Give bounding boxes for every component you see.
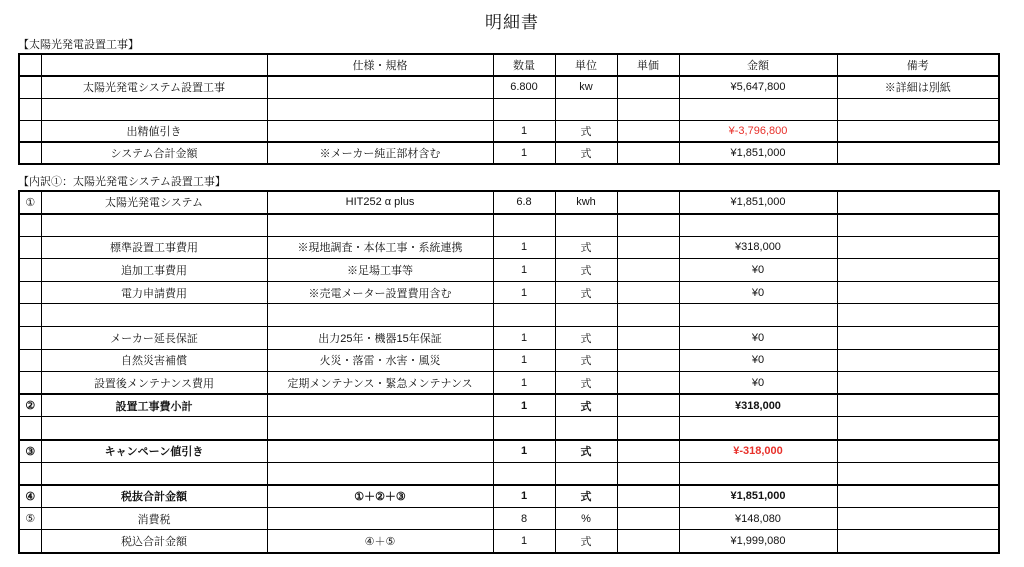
quantity-cell: 1	[493, 142, 555, 164]
amount-cell: ¥0	[679, 372, 837, 395]
specification-cell: 出力25年・機器15年保証	[267, 327, 493, 350]
quantity-cell: 1	[493, 120, 555, 142]
row-marker-cell	[19, 417, 41, 440]
unit-cell	[555, 304, 617, 327]
unit-price-cell	[617, 304, 679, 327]
specification-cell: 定期メンテナンス・緊急メンテナンス	[267, 372, 493, 395]
row-marker-cell	[19, 349, 41, 372]
item-name-cell: 設置工事費小計	[41, 394, 267, 417]
specification-cell: ※メーカー純正部材含む	[267, 142, 493, 164]
table-header-row	[19, 54, 999, 76]
item-name-cell: システム合計金額	[41, 142, 267, 164]
amount-cell	[679, 214, 837, 237]
quantity-cell: 1	[493, 349, 555, 372]
remarks-cell	[837, 485, 999, 508]
unit-price-cell	[617, 394, 679, 417]
unit-cell: 式	[555, 394, 617, 417]
item-name-cell: 追加工事費用	[41, 259, 267, 282]
remarks-cell: ※詳細は別紙	[837, 76, 999, 98]
item-name-cell	[41, 304, 267, 327]
unit-price-cell	[617, 191, 679, 214]
amount-cell: ¥0	[679, 281, 837, 304]
remarks-cell	[837, 191, 999, 214]
unit-price-cell	[617, 530, 679, 553]
unit-cell	[555, 98, 617, 120]
row-marker-cell	[19, 142, 41, 164]
specification-cell: ※売電メーター設置費用含む	[267, 281, 493, 304]
remarks-cell	[837, 236, 999, 259]
unit-price-cell	[617, 485, 679, 508]
unit-cell: 式	[555, 372, 617, 395]
row-marker-cell	[19, 98, 41, 120]
row-marker-cell	[19, 281, 41, 304]
row-marker-header	[19, 54, 41, 76]
specification-cell	[267, 120, 493, 142]
table-row	[19, 394, 999, 417]
unit-cell: kwh	[555, 191, 617, 214]
row-marker-cell	[19, 214, 41, 237]
specification-cell	[267, 76, 493, 98]
table-row	[19, 372, 999, 395]
table-row	[19, 236, 999, 259]
remarks-cell	[837, 120, 999, 142]
row-marker-cell	[19, 327, 41, 350]
unit-cell: 式	[555, 349, 617, 372]
amount-cell: ¥148,080	[679, 507, 837, 530]
row-marker-cell	[19, 462, 41, 485]
quantity-cell: 6.8	[493, 191, 555, 214]
row-marker-cell	[19, 120, 41, 142]
specification-cell	[267, 417, 493, 440]
unit-price-cell	[617, 462, 679, 485]
specification-cell: ④＋⑤	[267, 530, 493, 553]
remarks-cell	[837, 259, 999, 282]
table-row	[19, 507, 999, 530]
unit-cell	[555, 462, 617, 485]
remarks-cell	[837, 372, 999, 395]
quantity-cell: 1	[493, 372, 555, 395]
quantity-cell	[493, 417, 555, 440]
unit-price-cell	[617, 236, 679, 259]
page-title: 明細書	[485, 13, 539, 33]
amount-cell: ¥-3,796,800	[679, 120, 837, 142]
section-label-breakdown: 【内訳①：太陽光発電システム設置工事】	[18, 175, 226, 188]
table-row	[19, 214, 999, 237]
remarks-cell	[837, 281, 999, 304]
item-name-cell	[41, 98, 267, 120]
item-name-cell: 税抜合計金額	[41, 485, 267, 508]
quantity-cell: 1	[493, 327, 555, 350]
item-name-cell: 電力申請費用	[41, 281, 267, 304]
table-row	[19, 142, 999, 164]
summary-table	[18, 53, 1000, 165]
item-name-cell	[41, 417, 267, 440]
remarks-cell	[837, 530, 999, 553]
breakdown-table	[18, 190, 1000, 554]
amount-cell: ¥318,000	[679, 236, 837, 259]
item-name-cell: 設置後メンテナンス費用	[41, 372, 267, 395]
table-row	[19, 485, 999, 508]
section-label-main: 【太陽光発電設置工事】	[18, 38, 139, 51]
item-name-cell	[41, 214, 267, 237]
item-name-cell: キャンペーン値引き	[41, 440, 267, 463]
amount-cell: ¥1,851,000	[679, 191, 837, 214]
item-name-header	[41, 54, 267, 76]
unit-price-cell	[617, 76, 679, 98]
remarks-cell	[837, 98, 999, 120]
amount-cell: ¥1,851,000	[679, 485, 837, 508]
row-marker-cell	[19, 530, 41, 553]
row-marker-cell	[19, 304, 41, 327]
table-row	[19, 327, 999, 350]
amount-cell: ¥0	[679, 327, 837, 350]
unit-cell: 式	[555, 530, 617, 553]
remarks-cell	[837, 440, 999, 463]
quantity-cell: 1	[493, 259, 555, 282]
remarks-cell	[837, 349, 999, 372]
item-name-cell: 太陽光発電システム設置工事	[41, 76, 267, 98]
unit-header: 単位	[555, 54, 617, 76]
row-marker-cell: ②	[19, 394, 41, 417]
unit-cell: %	[555, 507, 617, 530]
remarks-cell	[837, 214, 999, 237]
row-marker-cell: ⑤	[19, 507, 41, 530]
quantity-cell	[493, 98, 555, 120]
quantity-cell: 1	[493, 394, 555, 417]
unit-cell: 式	[555, 142, 617, 164]
remarks-header: 備考	[837, 54, 999, 76]
quantity-header: 数量	[493, 54, 555, 76]
unit-price-cell	[617, 349, 679, 372]
remarks-cell	[837, 304, 999, 327]
unit-price-cell	[617, 214, 679, 237]
item-name-cell	[41, 462, 267, 485]
table-row	[19, 281, 999, 304]
amount-cell: ¥318,000	[679, 394, 837, 417]
table-row	[19, 120, 999, 142]
specification-cell	[267, 394, 493, 417]
specification-cell	[267, 462, 493, 485]
quantity-cell: 1	[493, 485, 555, 508]
quantity-cell	[493, 214, 555, 237]
specification-header: 仕様・規格	[267, 54, 493, 76]
table-row	[19, 191, 999, 214]
unit-price-cell	[617, 98, 679, 120]
remarks-cell	[837, 507, 999, 530]
item-name-cell: 標準設置工事費用	[41, 236, 267, 259]
row-marker-cell: ①	[19, 191, 41, 214]
item-name-cell: 太陽光発電システム	[41, 191, 267, 214]
quantity-cell: 8	[493, 507, 555, 530]
row-marker-cell	[19, 236, 41, 259]
unit-price-cell	[617, 327, 679, 350]
specification-cell	[267, 304, 493, 327]
amount-cell: ¥1,851,000	[679, 142, 837, 164]
unit-cell: 式	[555, 120, 617, 142]
unit-price-cell	[617, 440, 679, 463]
remarks-cell	[837, 327, 999, 350]
specification-cell: ①＋②＋③	[267, 485, 493, 508]
unit-cell: 式	[555, 440, 617, 463]
table-row	[19, 304, 999, 327]
amount-cell: ¥1,999,080	[679, 530, 837, 553]
unit-price-cell	[617, 120, 679, 142]
unit-cell: 式	[555, 281, 617, 304]
specification-cell: ※足場工事等	[267, 259, 493, 282]
item-name-cell: 出精値引き	[41, 120, 267, 142]
unit-cell	[555, 214, 617, 237]
unit-cell: 式	[555, 259, 617, 282]
table-row	[19, 440, 999, 463]
amount-cell: ¥5,647,800	[679, 76, 837, 98]
table-row	[19, 462, 999, 485]
quantity-cell	[493, 462, 555, 485]
quantity-cell: 6.800	[493, 76, 555, 98]
quantity-cell	[493, 304, 555, 327]
amount-cell: ¥-318,000	[679, 440, 837, 463]
table-row	[19, 530, 999, 553]
amount-cell: ¥0	[679, 259, 837, 282]
unit-cell: kw	[555, 76, 617, 98]
unit-cell: 式	[555, 327, 617, 350]
quantity-cell: 1	[493, 530, 555, 553]
item-name-cell: メーカー延長保証	[41, 327, 267, 350]
specification-cell	[267, 98, 493, 120]
quantity-cell: 1	[493, 236, 555, 259]
specification-cell: 火災・落雷・水害・風災	[267, 349, 493, 372]
amount-cell	[679, 98, 837, 120]
unit-price-cell	[617, 372, 679, 395]
remarks-cell	[837, 417, 999, 440]
amount-header: 金額	[679, 54, 837, 76]
row-marker-cell	[19, 76, 41, 98]
table-row	[19, 349, 999, 372]
unit-cell	[555, 417, 617, 440]
unit-price-cell	[617, 417, 679, 440]
unit-cell: 式	[555, 236, 617, 259]
table-row	[19, 98, 999, 120]
unit-cell: 式	[555, 485, 617, 508]
amount-cell	[679, 462, 837, 485]
specification-cell	[267, 440, 493, 463]
specification-cell	[267, 507, 493, 530]
unit-price-cell	[617, 507, 679, 530]
specification-cell: HIT252 α plus	[267, 191, 493, 214]
row-marker-cell	[19, 372, 41, 395]
unit-price-cell	[617, 281, 679, 304]
table-row	[19, 259, 999, 282]
quantity-cell: 1	[493, 440, 555, 463]
amount-cell	[679, 304, 837, 327]
specification-cell	[267, 214, 493, 237]
amount-cell: ¥0	[679, 349, 837, 372]
specification-cell: ※現地調査・本体工事・系統連携	[267, 236, 493, 259]
remarks-cell	[837, 462, 999, 485]
quantity-cell: 1	[493, 281, 555, 304]
unit-price-header: 単価	[617, 54, 679, 76]
remarks-cell	[837, 394, 999, 417]
item-name-cell: 税込合計金額	[41, 530, 267, 553]
remarks-cell	[837, 142, 999, 164]
table-row	[19, 76, 999, 98]
unit-price-cell	[617, 259, 679, 282]
row-marker-cell: ④	[19, 485, 41, 508]
item-name-cell: 消費税	[41, 507, 267, 530]
table-row	[19, 417, 999, 440]
row-marker-cell: ③	[19, 440, 41, 463]
amount-cell	[679, 417, 837, 440]
row-marker-cell	[19, 259, 41, 282]
item-name-cell: 自然災害補償	[41, 349, 267, 372]
unit-price-cell	[617, 142, 679, 164]
